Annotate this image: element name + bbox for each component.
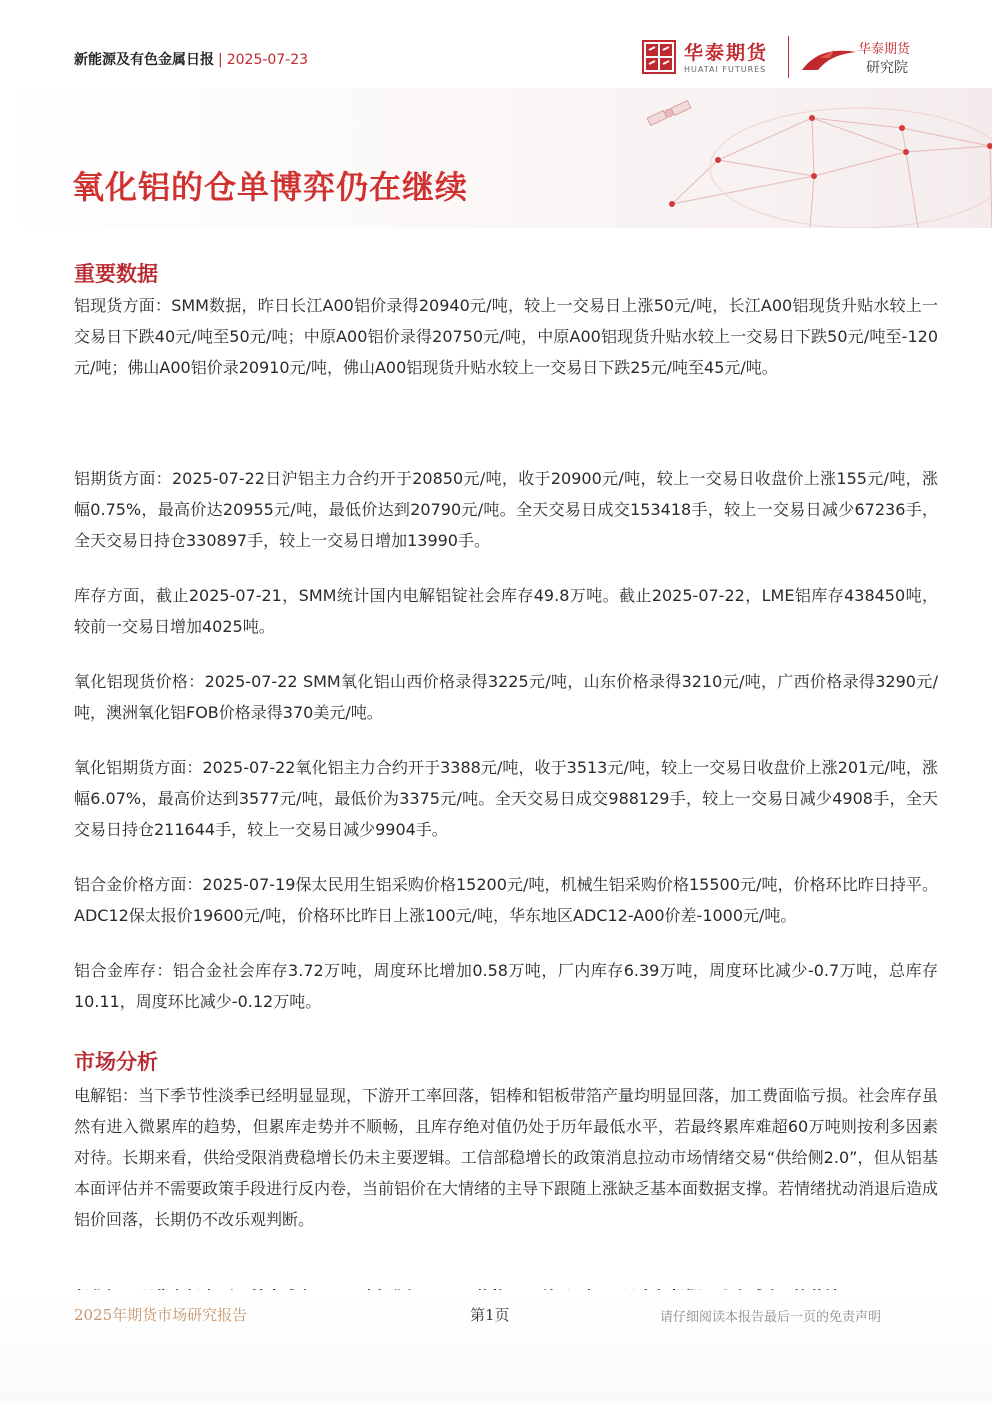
section-heading-key-data: 重要数据 — [74, 262, 158, 286]
network-graphic — [600, 88, 992, 228]
logo-divider — [788, 36, 789, 78]
satellite-icon — [647, 101, 691, 126]
paragraph-electrolytic-aluminum: 电解铝：当下季节性淡季已经明显显现，下游开工率回落，铝棒和铝板带箔产量均明显回落，加工费面临亏损。社会库存虽然有进入微累库的趋势，但累库走势并不顺畅，且库存绝对值仍处于历年最低水平，若最终累库难超60万吨则按利多因素对待。长期来看，供给受限消费稳增长仍未主要逻辑。工信部稳增长的政策消息拉动市场情绪交易“供给侧2.0”，但从铝基本面评估并不需要政策手段进行反内卷，当前铝价在大情绪的主导下跟随上涨缺乏基本面数据支撑。若情绪扰动消退后造成铝价回落，长期仍不改乐观判断。 — [74, 1086, 939, 1229]
header-separator: | — [218, 52, 223, 68]
paragraph-alloy-price: 铝合金价格方面：2025-07-19保太民用生铝采购价格15200元/吨，机械生铝采购价格15500元/吨，价格环比昨日持平。ADC12保太报价19600元/吨，价格环比昨日上涨100元/吨，华东地区ADC12-A00价差-1000元/吨。 — [74, 875, 938, 925]
footer-report-name: 2025年期货市场研究报告 — [74, 1306, 248, 1324]
paragraph-aluminum-spot: 铝现货方面：SMM数据，昨日长江A00铝价录得20940元/吨，较上一交易日上涨50元/吨，长江A00铝现货升贴水较上一交易日下跌40元/吨至50元/吨；中原A00铝价录得20750元/吨，中原A00铝现货升贴水较上一交易日下跌50元/吨至-120元/吨；佛山A00铝价录20910元/吨，佛山A00铝现货升贴水较上一交易日下跌25元/吨至45元/吨。 — [74, 296, 938, 377]
report-date: 2025-07-23 — [226, 52, 309, 68]
paragraph-alloy-inventory: 铝合金库存：铝合金社会库存3.72万吨，周度环比增加0.58万吨，厂内库存6.39万吨，周度环比减少-0.7万吨，总库存10.11，周度环比减少-0.12万吨。 — [74, 961, 938, 1011]
footer-disclaimer: 请仔细阅读本报告最后一页的免责声明 — [660, 1310, 882, 1325]
paragraph-alumina-spot: 氧化铝现货价格：2025-07-22 SMM氧化铝山西价格录得3225元/吨，山东价格录得3210元/吨，广西价格录得3290元/吨，澳洲氧化铝FOB价格录得370美元/吨。 — [74, 672, 938, 722]
huatai-logo-mark-icon — [642, 40, 676, 74]
page-title: 氧化铝的仓单博弈仍在继续 — [72, 168, 469, 206]
company-name-en: HUATAI FUTURES — [684, 65, 767, 74]
huatai-futures-logo — [642, 38, 782, 78]
research-institute-logo — [800, 38, 930, 78]
footer-page-number: 第1页 — [470, 1306, 510, 1324]
report-header — [74, 49, 308, 69]
institute-name-line1: 华泰期货 — [858, 42, 911, 57]
company-name-cn: 华泰期货 — [684, 42, 769, 64]
paragraph-inventory: 库存方面，截止2025-07-21，SMM统计国内电解铝锭社会库存49.8万吨。截止2025-07-22，LME铝库存438450吨，较前一交易日增加4025吨。 — [74, 586, 938, 636]
paragraph-aluminum-futures: 铝期货方面：2025-07-22日沪铝主力合约开于20850元/吨，收于20900元/吨，较上一交易日收盘价上涨155元/吨，涨幅0.75%，最高价达20955元/吨，最低价达到20790元/吨。全天交易日成交153418手，较上一交易日减少67236手，全天交易日持仓330897手，较上一交易日增加13990手。 — [74, 469, 938, 550]
paragraph-alumina-futures: 氧化铝期货方面：2025-07-22氧化铝主力合约开于3388元/吨，收于3513元/吨，较上一交易日收盘价上涨201元/吨，涨幅6.07%，最高价达到3577元/吨，最低价为3375元/吨。全天交易日成交988129手，较上一交易日减少4908手，全天交易日持仓211644手，较上一交易日减少9904手。 — [74, 758, 938, 839]
section-heading-market-analysis: 市场分析 — [74, 1050, 158, 1074]
institute-bird-icon — [800, 44, 858, 72]
report-name: 新能源及有色金属日报 — [74, 52, 214, 68]
institute-name-line2: 研究院 — [866, 60, 908, 76]
